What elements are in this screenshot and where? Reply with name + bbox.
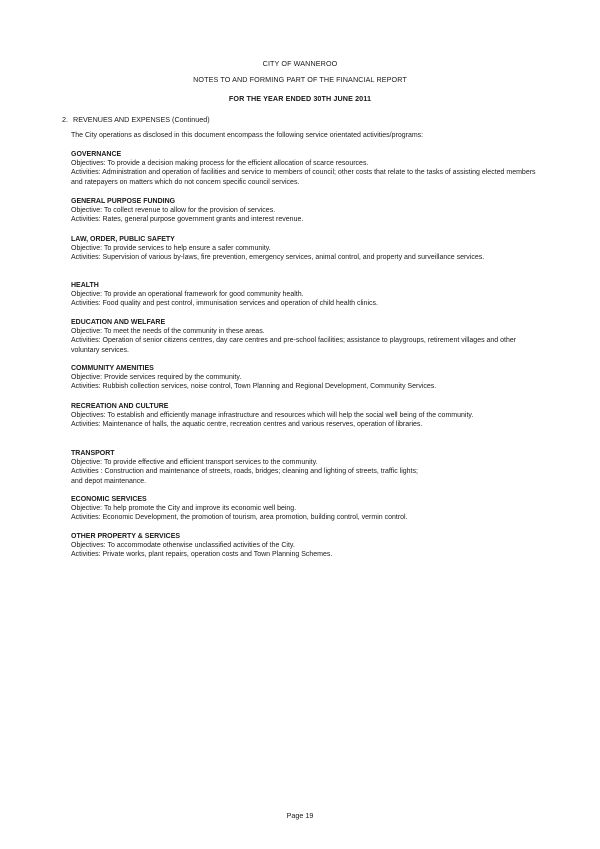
program-economic-services <box>71 495 541 523</box>
program-objective: Objectives: To provide a decision making process for the efficient allocation of scarce resources. <box>71 160 369 168</box>
program-activities: Activities: Food quality and pest control, immunisation services and operation of child health clinics. <box>71 300 378 308</box>
program-activities: Activities: Supervision of various by-laws, fire prevention, emergency services, animal control, and property and surveillance services. <box>71 254 485 262</box>
program-activities: Activities: Private works, plant repairs, operation costs and Town Planning Schemes. <box>71 551 333 559</box>
program-education-and-welfare <box>71 318 541 355</box>
program-objective: Objectives: To accommodate otherwise unclassified activities of the City. <box>71 542 295 550</box>
program-other-property-and-services <box>71 532 541 560</box>
program-activities: Activities: Operation of senior citizens centres, day care centres and pre-school facilities; assistance to playgroups, retirement villages and other voluntary services. <box>71 337 517 354</box>
program-objective: Objective: Provide services required by the community. <box>71 374 242 382</box>
program-title: HEALTH <box>71 282 99 289</box>
program-governance <box>71 150 541 187</box>
program-activities: Activities: Rates, general purpose government grants and interest revenue. <box>71 216 304 224</box>
program-objective: Objective: To provide effective and efficient transport services to the community. <box>71 459 318 467</box>
program-title: OTHER PROPERTY & SERVICES <box>71 533 181 540</box>
program-objective: Objective: To collect revenue to allow for the provision of services. <box>71 207 276 215</box>
program-title: EDUCATION AND WELFARE <box>71 319 166 326</box>
program-title: RECREATION AND CULTURE <box>71 403 169 410</box>
program-title: GENERAL PURPOSE FUNDING <box>71 198 176 205</box>
program-activities: Activities: Economic Development, the promotion of tourism, area promotion, building control, vermin control. <box>71 514 408 522</box>
program-objective: Objectives: To establish and efficiently manage infrastructure and resources which will help the social well being of the community. <box>71 412 474 420</box>
program-community-amenities <box>71 364 541 392</box>
program-title: COMMUNITY AMENITIES <box>71 365 154 372</box>
program-recreation-and-culture <box>71 402 541 430</box>
program-activities: Activities: Administration and operation of facilities and service to members of council; other costs that relate to the tasks of assisting elected members and ratepayers on matters which do not concern specific council services. <box>71 169 536 186</box>
organization-name: CITY OF WANNEROO <box>262 59 338 68</box>
report-period: FOR THE YEAR ENDED 30TH JUNE 2011 <box>228 94 372 103</box>
program-health <box>71 281 541 309</box>
section-intro: The City operations as disclosed in this document encompass the following service orientated activities/programs: <box>71 132 424 139</box>
program-law-order-public-safety <box>71 235 541 263</box>
program-transport <box>71 449 541 486</box>
program-title: TRANSPORT <box>71 450 115 457</box>
program-title: ECONOMIC SERVICES <box>71 496 147 503</box>
program-objective: Objective: To help promote the City and improve its economic well being. <box>71 505 297 513</box>
program-general-purpose-funding <box>71 197 541 225</box>
program-activities: Activities : Construction and maintenance of streets, roads, bridges; cleaning and lighting of streets, traffic lights; <box>71 468 418 476</box>
section-number: 2. <box>62 115 68 124</box>
program-title: GOVERNANCE <box>71 151 122 158</box>
section-title: REVENUES AND EXPENSES (Continued) <box>73 115 210 124</box>
page-number: Page 19 <box>286 811 314 820</box>
program-title: LAW, ORDER, PUBLIC SAFETY <box>71 236 175 243</box>
program-objective: Objective: To provide services to help ensure a safer community. <box>71 245 271 253</box>
report-title: NOTES TO AND FORMING PART OF THE FINANCIAL REPORT <box>193 75 407 84</box>
program-activities: Activities: Maintenance of halls, the aquatic centre, recreation centres and various reserves, operation of libraries. <box>71 421 423 429</box>
section-heading <box>62 115 210 124</box>
program-objective: Objective: To provide an operational framework for good community health. <box>71 291 304 299</box>
program-activities-continued: and depot maintenance. <box>71 477 147 485</box>
program-activities: Activities: Rubbish collection services, noise control, Town Planning and Regional Development, Community Services. <box>71 383 437 391</box>
program-objective: Objective: To meet the needs of the community in these areas. <box>71 328 265 336</box>
